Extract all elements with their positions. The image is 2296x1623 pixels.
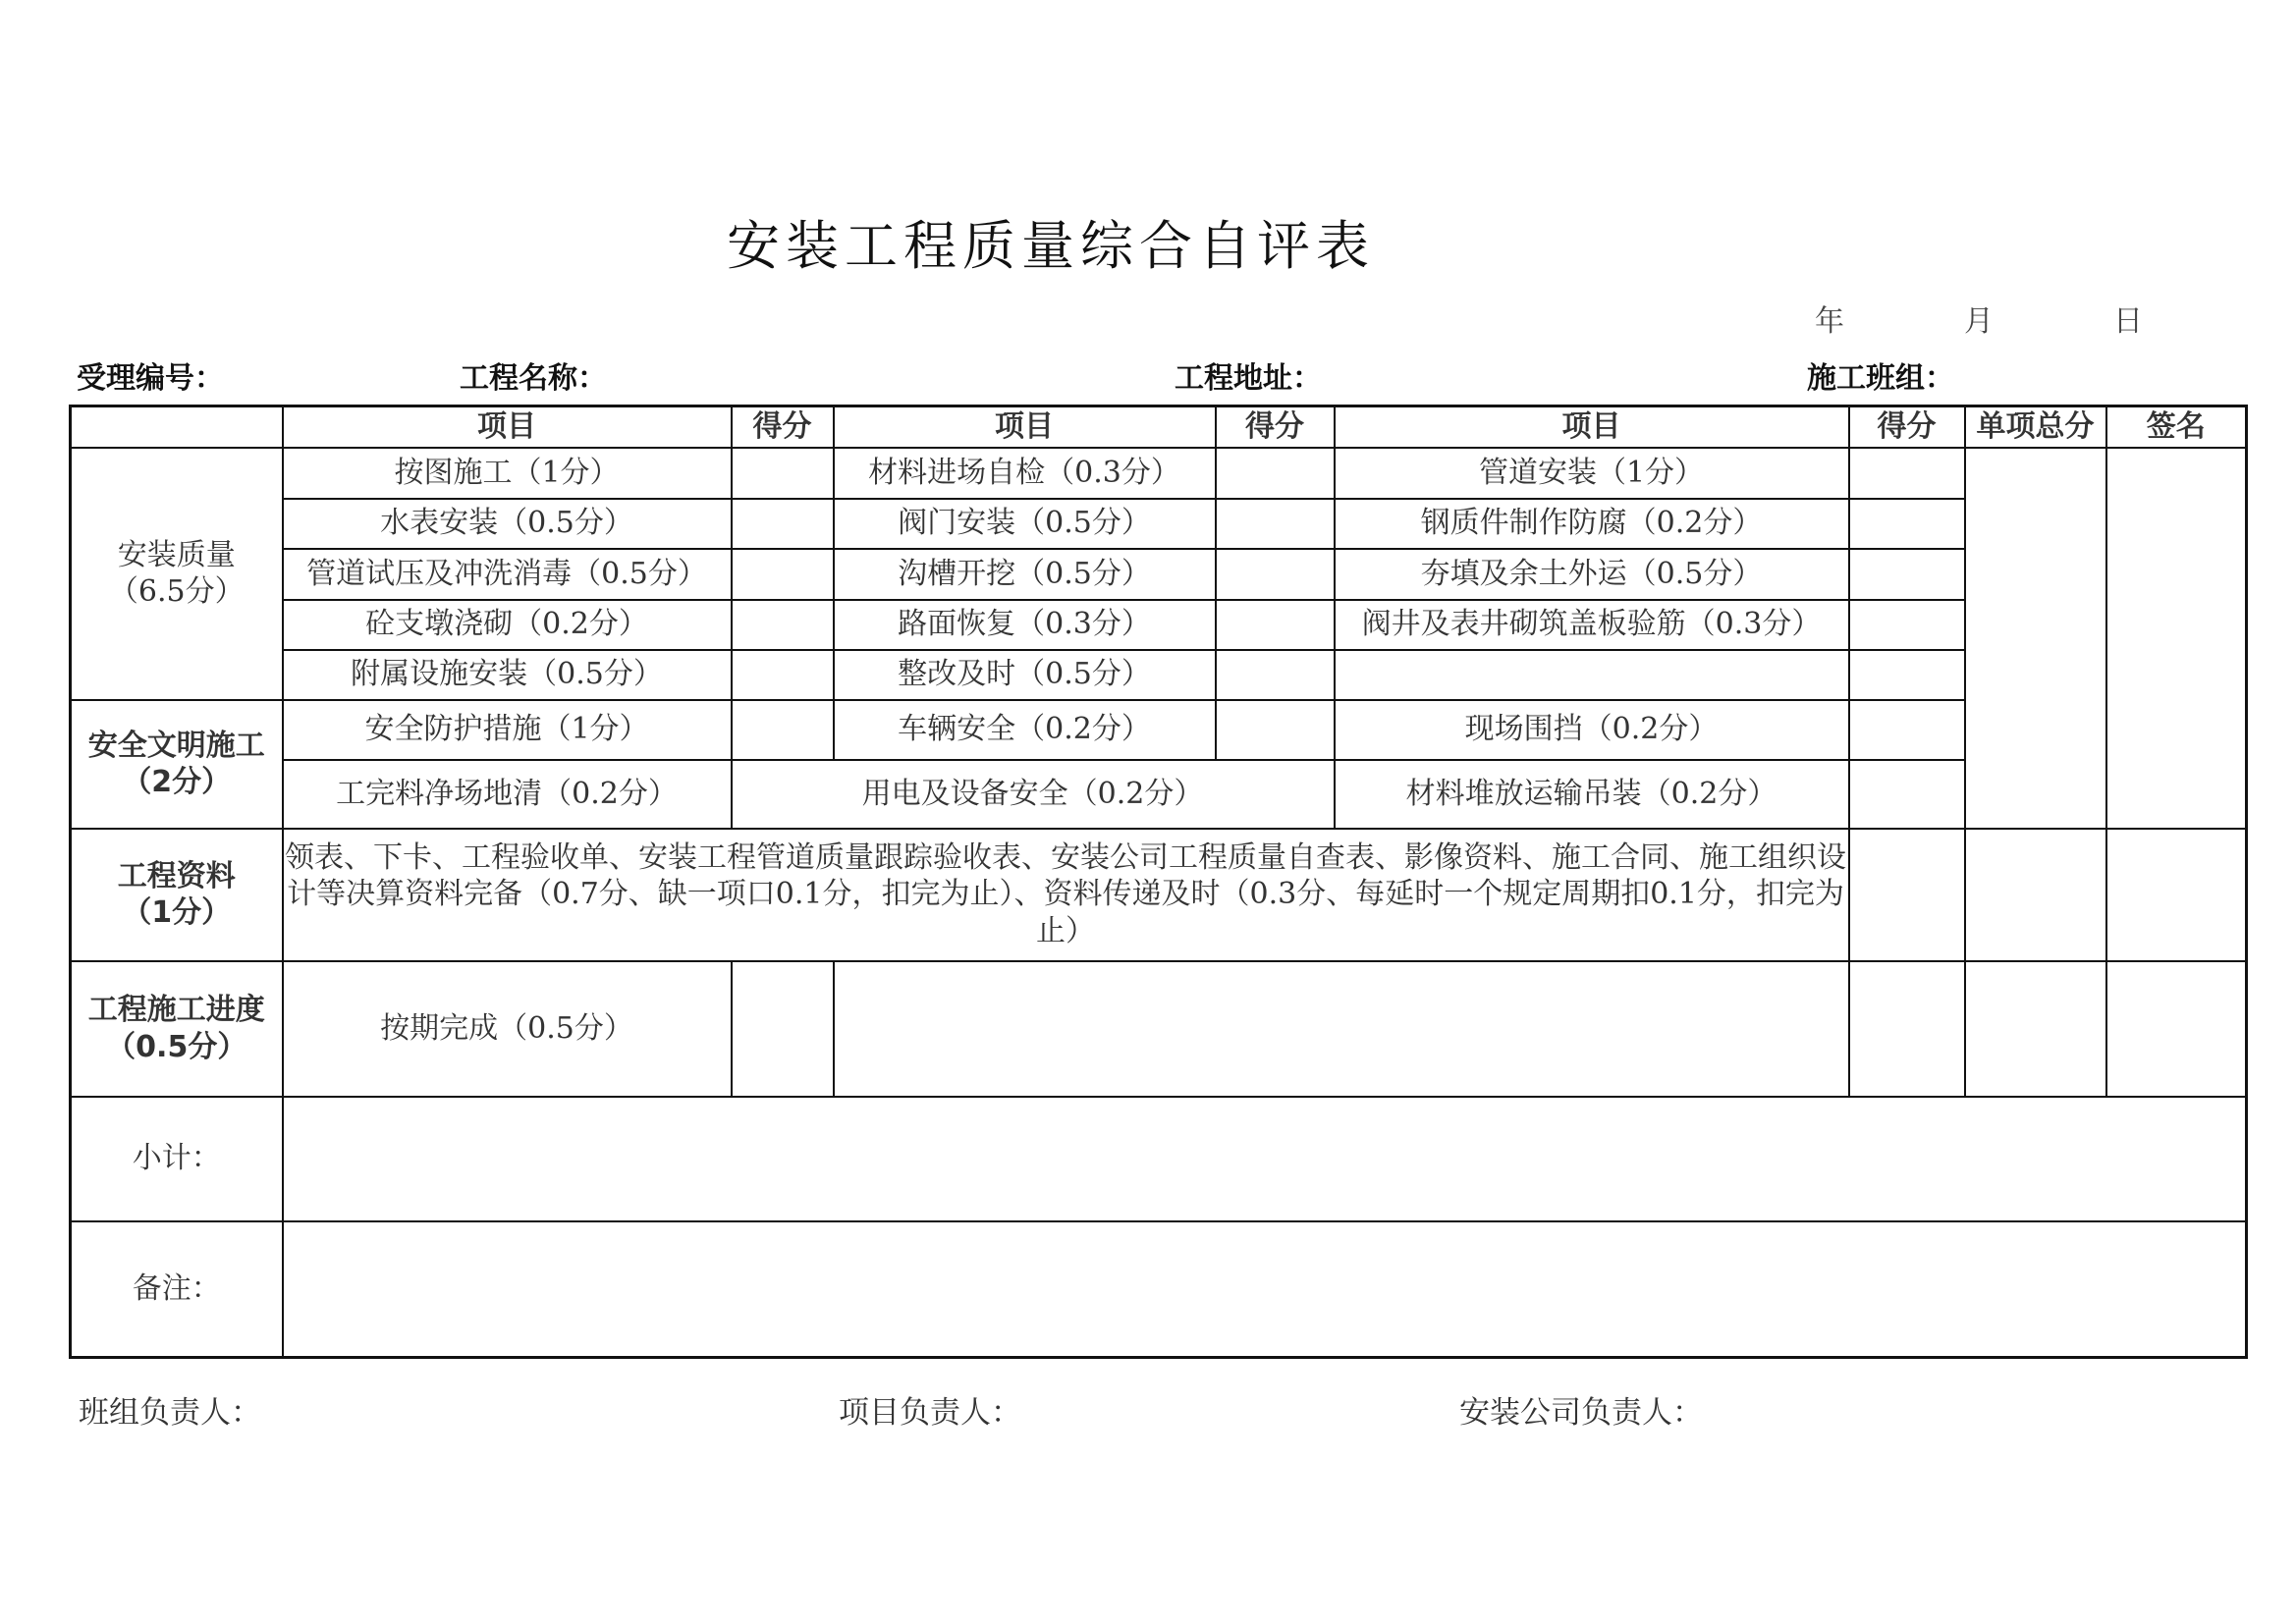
score-input[interactable] [1849, 829, 1965, 961]
item-cell: 按期完成（0.5分） [283, 961, 732, 1097]
category-documents [71, 829, 283, 961]
total-score-input[interactable] [1965, 829, 2106, 961]
corner-cell [71, 406, 283, 448]
score-input[interactable] [1849, 499, 1965, 549]
score-input[interactable] [1216, 700, 1335, 760]
signature-input[interactable] [2106, 448, 2247, 829]
item-cell: 夯填及余土外运（0.5分） [1335, 549, 1849, 600]
item-cell: 用电及设备安全（0.2分） [732, 760, 1335, 829]
total-score-input[interactable] [1965, 448, 2106, 829]
table-row [71, 650, 2247, 700]
signature-input[interactable] [2106, 961, 2247, 1097]
documents-description: 领表、下卡、工程验收单、安装工程管道质量跟踪验收表、安装公司工程质量自查表、影像资料、施工合同、施工组织设计等决算资料完备（0.7分、缺一项口0.1分，扣完为止）、资料传递及时（0.3分、每延时一个规定周期扣0.1分，扣完为止） [283, 829, 1849, 961]
item-cell: 整改及时（0.5分） [834, 650, 1216, 700]
category-name: 安全文明施工 [87, 728, 265, 763]
item-cell: 沟槽开挖（0.5分） [834, 549, 1216, 600]
table-row [71, 829, 2247, 961]
remarks-input[interactable] [283, 1221, 2247, 1358]
score-input[interactable] [1216, 549, 1335, 600]
score-input[interactable] [1216, 448, 1335, 499]
score-input[interactable] [1849, 700, 1965, 760]
item-cell [1335, 650, 1849, 700]
table-row [71, 499, 2247, 549]
col-header-item-3: 项目 [1335, 406, 1849, 448]
category-points: （6.5分） [108, 574, 245, 609]
col-header-score-2: 得分 [1216, 406, 1335, 448]
table-row [71, 549, 2247, 600]
table-row [71, 760, 2247, 829]
item-cell: 阀门安装（0.5分） [834, 499, 1216, 549]
item-cell: 管道试压及冲洗消毒（0.5分） [283, 549, 732, 600]
score-input[interactable] [732, 700, 834, 760]
score-input[interactable] [1849, 650, 1965, 700]
col-header-total: 单项总分 [1965, 406, 2106, 448]
evaluation-table [69, 405, 2248, 1359]
table-row [71, 448, 2247, 499]
category-safety [71, 700, 283, 829]
item-cell: 管道安装（1分） [1335, 448, 1849, 499]
remarks-label: 备注： [71, 1221, 283, 1358]
category-points: （2分） [122, 765, 232, 799]
item-cell: 按图施工（1分） [283, 448, 732, 499]
category-progress [71, 961, 283, 1097]
item-cell: 材料堆放运输吊装（0.2分） [1335, 760, 1849, 829]
score-input[interactable] [1849, 448, 1965, 499]
signature-input[interactable] [2106, 829, 2247, 961]
score-input[interactable] [732, 499, 834, 549]
date-day-label: 日 [2113, 304, 2143, 339]
date-month-label: 月 [1964, 304, 1994, 339]
subtotal-label: 小计： [71, 1097, 283, 1221]
score-input[interactable] [1216, 600, 1335, 650]
score-input[interactable] [1849, 760, 1965, 829]
item-cell: 车辆安全（0.2分） [834, 700, 1216, 760]
project-address-label: 工程地址： [1175, 361, 1322, 396]
category-points: （0.5分） [106, 1029, 247, 1064]
category-install-quality [71, 448, 283, 700]
col-header-signature: 签名 [2106, 406, 2247, 448]
item-cell: 钢质件制作防腐（0.2分） [1335, 499, 1849, 549]
col-header-score-3: 得分 [1849, 406, 1965, 448]
score-input[interactable] [732, 600, 834, 650]
score-input[interactable] [732, 549, 834, 600]
form-title: 安装工程质量综合自评表 [727, 215, 1375, 277]
score-input[interactable] [1216, 650, 1335, 700]
col-header-item-2: 项目 [834, 406, 1216, 448]
item-cell: 砼支墩浇砌（0.2分） [283, 600, 732, 650]
category-points: （1分） [122, 895, 232, 930]
item-cell: 附属设施安装（0.5分） [283, 650, 732, 700]
table-row [71, 700, 2247, 760]
category-name: 安装质量 [117, 537, 236, 572]
item-cell: 材料进场自检（0.3分） [834, 448, 1216, 499]
date-year-label: 年 [1815, 304, 1844, 339]
category-name: 工程施工进度 [87, 993, 265, 1027]
table-row [71, 961, 2247, 1097]
score-input[interactable] [1849, 549, 1965, 600]
project-leader-signature-label: 项目负责人： [839, 1395, 1021, 1431]
acceptance-no-label: 受理编号： [77, 361, 224, 396]
team-leader-signature-label: 班组负责人： [79, 1395, 261, 1431]
column-header-row [71, 406, 2247, 448]
item-cell: 现场围挡（0.2分） [1335, 700, 1849, 760]
company-leader-signature-label: 安装公司负责人： [1459, 1395, 1703, 1431]
remarks-row [71, 1221, 2247, 1358]
col-header-score-1: 得分 [732, 406, 834, 448]
score-input[interactable] [1849, 961, 1965, 1097]
blank-cell [834, 961, 1849, 1097]
category-name: 工程资料 [117, 858, 236, 893]
subtotal-row [71, 1097, 2247, 1221]
item-cell: 水表安装（0.5分） [283, 499, 732, 549]
score-input[interactable] [732, 448, 834, 499]
total-score-input[interactable] [1965, 961, 2106, 1097]
project-name-label: 工程名称： [460, 361, 607, 396]
item-cell: 安全防护措施（1分） [283, 700, 732, 760]
score-input[interactable] [732, 961, 834, 1097]
score-input[interactable] [1216, 499, 1335, 549]
score-input[interactable] [1849, 600, 1965, 650]
subtotal-input[interactable] [283, 1097, 2247, 1221]
item-cell: 路面恢复（0.3分） [834, 600, 1216, 650]
item-cell: 阀井及表井砌筑盖板验筋（0.3分） [1335, 600, 1849, 650]
table-row [71, 600, 2247, 650]
col-header-item-1: 项目 [283, 406, 732, 448]
construction-team-label: 施工班组： [1807, 361, 1954, 396]
score-input[interactable] [732, 650, 834, 700]
item-cell: 工完料净场地清（0.2分） [283, 760, 732, 829]
